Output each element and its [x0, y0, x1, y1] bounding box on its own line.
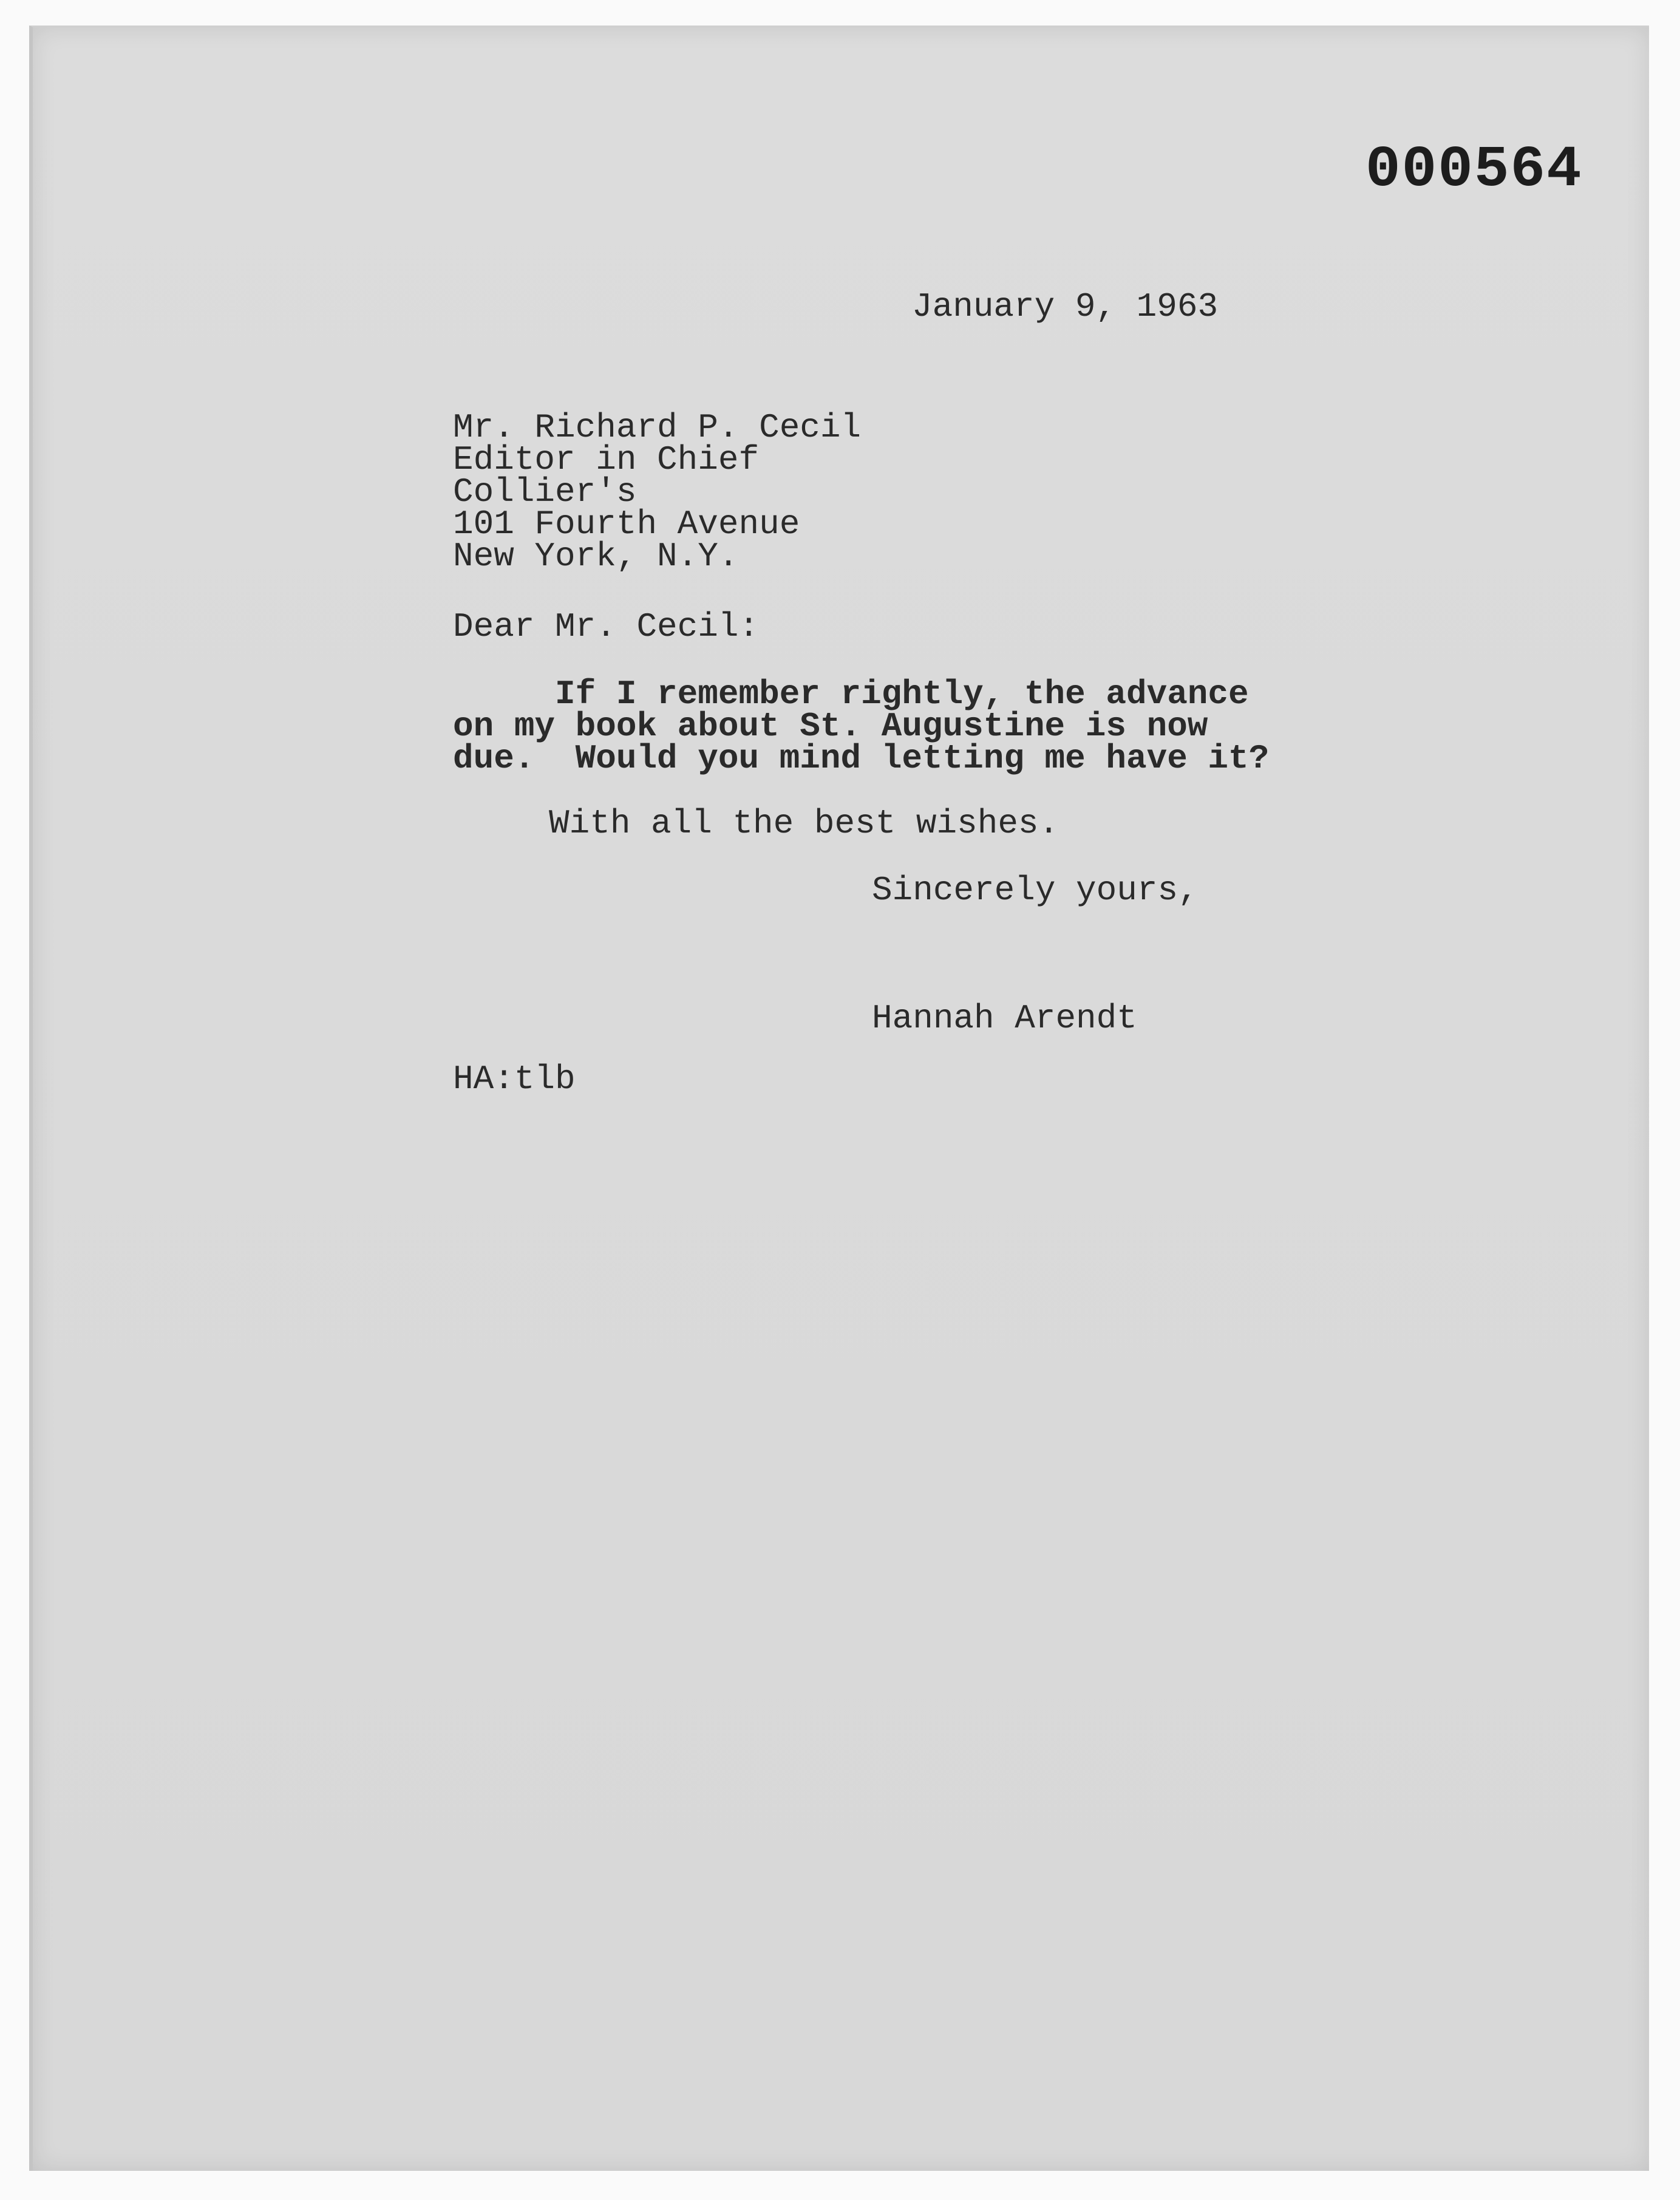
salutation: Dear Mr. Cecil: [453, 607, 760, 646]
best-wishes-line: With all the best wishes. [549, 804, 1059, 843]
recipient-company: Collier's [453, 472, 637, 511]
recipient-address-block [453, 408, 862, 576]
letter-body [453, 675, 1270, 778]
body-line: on my book about St. Augustine is now [453, 707, 1208, 746]
recipient-city: New York, N.Y. [453, 537, 739, 576]
body-line: due. Would you mind letting me have it? [453, 739, 1270, 778]
signature-name: Hannah Arendt [872, 999, 1137, 1038]
archive-stamp-number: 000564 [1365, 137, 1583, 203]
letter-sheet [29, 26, 1649, 2171]
complimentary-closing: Sincerely yours, [872, 871, 1199, 910]
recipient-title: Editor in Chief [453, 440, 760, 479]
body-line: If I remember rightly, the advance [453, 675, 1249, 713]
reference-initials: HA:tlb [453, 1060, 576, 1098]
recipient-name: Mr. Richard P. Cecil [453, 408, 862, 447]
letter-date: January 9, 1963 [912, 287, 1219, 326]
recipient-street: 101 Fourth Avenue [453, 505, 800, 543]
